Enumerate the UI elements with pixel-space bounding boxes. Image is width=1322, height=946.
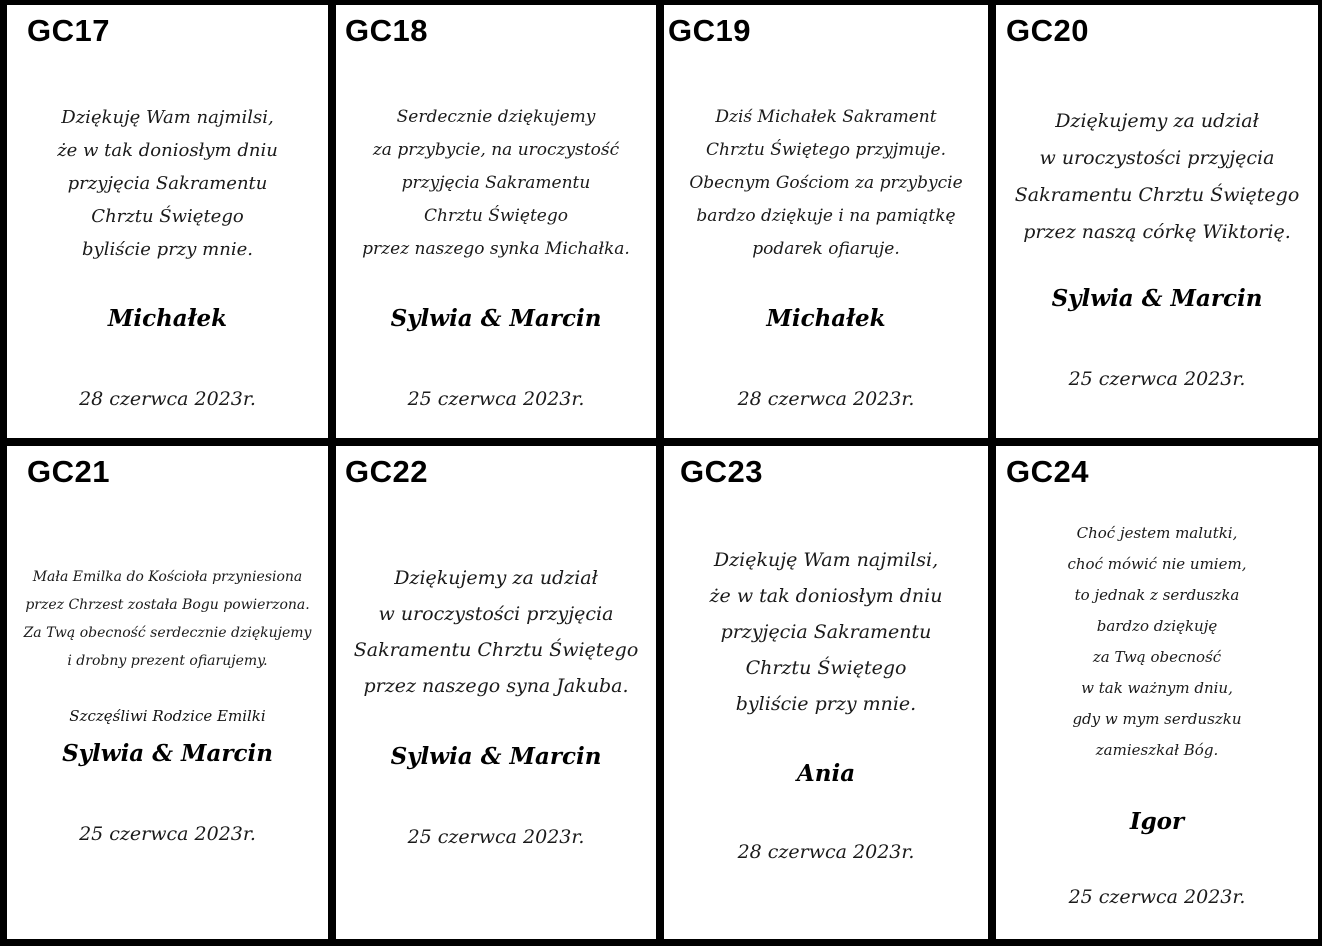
card-verse	[664, 542, 988, 722]
verse-line: Dziękujemy za udział	[394, 567, 598, 589]
card-name: Igor	[1129, 808, 1185, 835]
verse-line: w uroczystości przyjęcia	[378, 603, 614, 625]
card-verse	[996, 103, 1318, 251]
verse-line: bardzo dziękuje i na pamiątkę	[696, 206, 956, 226]
card-code: GC22	[345, 454, 428, 489]
verse-line: przyjęcia Sakramentu	[720, 621, 932, 643]
verse-line: Obecnym Gościom za przybycie	[689, 173, 963, 193]
card-name: Sylwia & Marcin	[390, 743, 602, 770]
verse-line: Choć jestem malutki,	[1076, 524, 1238, 542]
card-code: GC18	[345, 13, 428, 48]
card-gc18[interactable]	[336, 5, 656, 438]
card-gc23[interactable]	[664, 446, 988, 939]
verse-line: Chrztu Świętego	[91, 206, 244, 227]
card-name: Sylwia & Marcin	[390, 305, 602, 332]
card-verse	[664, 101, 988, 266]
card-verse	[336, 101, 656, 266]
verse-line: przez Chrzest została Bogu powierzona.	[25, 597, 310, 613]
card-code: GC19	[668, 13, 751, 48]
card-name: Ania	[796, 760, 856, 787]
verse-line: w tak ważnym dniu,	[1081, 679, 1233, 697]
verse-line: byliście przy mnie.	[735, 693, 917, 715]
verse-line: Dziękuję Wam najmilsi,	[713, 549, 939, 571]
verse-line: Dziękuję Wam najmilsi,	[61, 107, 274, 128]
verse-line: zamieszkał Bóg.	[1095, 741, 1219, 759]
card-code: GC24	[1006, 454, 1089, 489]
verse-line: Mała Emilka do Kościoła przyniesiona	[32, 569, 303, 585]
verse-line: przez naszą córkę Wiktorię.	[1023, 221, 1291, 243]
card-date: 25 czerwca 2023r.	[1068, 886, 1246, 908]
card-code: GC17	[27, 13, 110, 48]
card-code: GC20	[1006, 13, 1089, 48]
verse-line: że w tak doniosłym dniu	[57, 140, 278, 161]
verse-line: to jednak z serduszka	[1074, 586, 1240, 604]
card-name: Michałek	[107, 305, 228, 332]
verse-line: że w tak doniosłym dniu	[709, 585, 943, 607]
card-date: 25 czerwca 2023r.	[79, 823, 256, 845]
card-gc17[interactable]	[7, 5, 328, 438]
verse-line: byliście przy mnie.	[82, 239, 253, 260]
card-date: 25 czerwca 2023r.	[407, 388, 585, 410]
verse-line: przez naszego synka Michałka.	[362, 239, 630, 259]
verse-line: Sakramentu Chrztu Świętego	[353, 639, 639, 661]
verse-line: Za Twą obecność serdecznie dziękujemy	[23, 625, 312, 641]
card-gc22[interactable]	[336, 446, 656, 939]
card-gc19[interactable]	[664, 5, 988, 438]
card-date: 25 czerwca 2023r.	[1068, 368, 1246, 390]
verse-line: gdy w mym serduszku	[1072, 710, 1242, 728]
verse-line: choć mówić nie umiem,	[1067, 555, 1247, 573]
verse-line: Serdecznie dziękujemy	[396, 107, 596, 127]
card-name: Sylwia & Marcin	[1051, 285, 1263, 312]
card-verse	[996, 518, 1318, 766]
verse-line: Chrztu Świętego	[424, 206, 568, 226]
verse-line: za Twą obecność	[1092, 648, 1222, 666]
verse-line: w uroczystości przyjęcia	[1039, 147, 1275, 169]
card-code: GC21	[27, 454, 110, 489]
verse-line: Sakramentu Chrztu Świętego	[1014, 184, 1300, 206]
card-date: 25 czerwca 2023r.	[407, 826, 585, 848]
card-verse	[336, 560, 656, 704]
card-name: Sylwia & Marcin	[62, 740, 273, 767]
verse-line: przyjęcia Sakramentu	[67, 173, 268, 194]
verse-line: podarek ofiaruje.	[752, 239, 900, 259]
card-verse	[7, 563, 328, 675]
card-date: 28 czerwca 2023r.	[79, 388, 256, 410]
verse-line: przyjęcia Sakramentu	[401, 173, 591, 193]
card-gc20[interactable]	[996, 5, 1318, 438]
card-signature: Szczęśliwi Rodzice Emilki	[69, 707, 266, 725]
verse-line: Chrztu Świętego	[745, 657, 907, 679]
card-gc24[interactable]	[996, 446, 1318, 939]
verse-line: Dziś Michałek Sakrament	[715, 107, 937, 127]
verse-line: i drobny prezent ofiarujemy.	[67, 653, 268, 669]
verse-line: bardzo dziękuję	[1096, 617, 1218, 635]
card-date: 28 czerwca 2023r.	[737, 841, 915, 863]
verse-line: Chrztu Świętego przyjmuje.	[706, 140, 946, 160]
card-date: 28 czerwca 2023r.	[737, 388, 915, 410]
card-code: GC23	[680, 454, 763, 489]
verse-line: Dziękujemy za udział	[1055, 110, 1259, 132]
card-verse	[7, 101, 328, 266]
card-gc21[interactable]	[7, 446, 328, 939]
card-name: Michałek	[766, 305, 886, 332]
verse-line: za przybycie, na uroczystość	[372, 140, 620, 160]
verse-line: przez naszego syna Jakuba.	[363, 675, 629, 697]
